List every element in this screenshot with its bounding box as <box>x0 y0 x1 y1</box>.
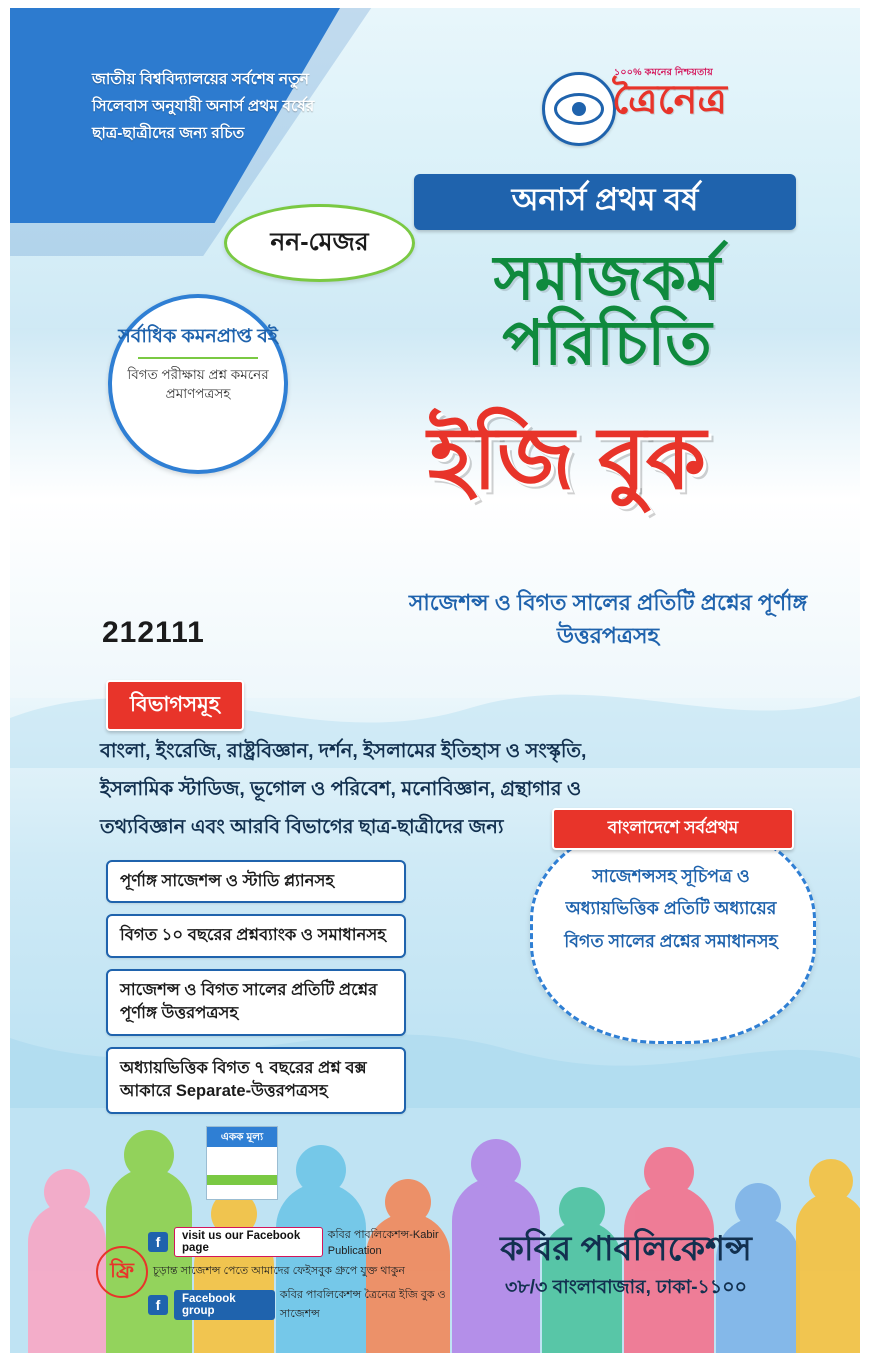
most-common-badge <box>108 294 288 474</box>
brand-name: ত্রৈনেত্র <box>612 78 727 122</box>
price-box <box>206 1126 278 1200</box>
facebook-icon: f <box>148 1232 168 1252</box>
list-item: অধ্যায়ভিত্তিক বিগত ৭ বছরের প্রশ্ন বক্স আকারে Separate-উত্তরপত্রসহ <box>106 1047 406 1114</box>
cover-artwork <box>10 8 860 1353</box>
price-value <box>207 1147 277 1185</box>
list-item: সাজেশন্স ও বিগত সালের প্রতিটি প্রশ্নের পূর্ণাঙ্গ উত্তরপত্রসহ <box>106 969 406 1036</box>
book-title: সমাজকর্ম পরিচিতি <box>493 244 721 379</box>
syllabus-note: জাতীয় বিশ্ববিদ্যালয়ের সর্বশেষ নতুন সিলেবাস অনুযায়ী অনার্স প্রথম বর্ষের ছাত্র-ছাত্রীদের জন্য রচিত <box>92 71 315 143</box>
publisher-name: কবির পাবলিকেশন্স <box>500 1230 752 1268</box>
facebook-page-label: visit us our Facebook page <box>174 1227 323 1257</box>
facebook-page-note: চূড়ান্ত সাজেশন্স পেতে আমাদের ফেইসবুক গ্রুপে যুক্ত থাকুন <box>153 1265 405 1277</box>
badge-bottom-text: বিগত পরীক্ষায় প্রশ্ন কমনের প্রমাণপত্রসহ <box>127 366 269 402</box>
facebook-page-row[interactable] <box>148 1226 478 1257</box>
badge-divider <box>138 357 258 359</box>
first-in-bangladesh-text: সাজেশন্সসহ সূচিপত্র ও অধ্যায়ভিত্তিক প্রতিটি অধ্যায়ের বিগত সালের প্রশ্নের সমাধানসহ <box>564 866 778 951</box>
facebook-icon: f <box>148 1295 168 1315</box>
departments-tag: বিভাগসমূহ <box>106 680 244 731</box>
publisher-block <box>476 1230 776 1305</box>
year-banner: অনার্স প্রথম বর্ষ <box>414 174 796 230</box>
subject-code: 212111 <box>102 616 205 649</box>
free-stamp: ফ্রি <box>96 1246 148 1298</box>
facebook-page-note-row <box>148 1262 478 1281</box>
facebook-page-name: কবির পাবলিকেশন্স-Kabir Publication <box>327 1229 439 1257</box>
social-links <box>148 1226 478 1329</box>
price-label: একক মূল্য <box>207 1127 277 1147</box>
departments-list: বাংলা, ইংরেজি, রাষ্ট্রবিজ্ঞান, দর্শন, ইসলামের ইতিহাস ও সংস্কৃতি, ইসলামিক স্টাডিজ, ভূগোল ও পরিবেশ, মনোবিজ্ঞান, গ্রন্থাগার ও তথ্যবিজ্ঞান এবং আরবি বিভাগের ছাত্র-ছাত্রীদের জন্য <box>100 740 587 839</box>
brand-tagline: ১০০% কমনের নিশ্চয়তায় <box>614 67 713 78</box>
non-major-label: নন-মেজর <box>224 204 415 282</box>
facebook-group-row[interactable] <box>148 1286 478 1324</box>
list-item: বিগত ১০ বছরের প্রশ্নব্যাংক ও সমাধানসহ <box>106 914 406 957</box>
facebook-group-name: কবির পাবলিকেশন্স ত্রৈনেত্র ইজি বুক ও সাজেশন্স <box>279 1289 446 1320</box>
features-list <box>106 860 406 1125</box>
book-subtitle: সাজেশন্স ও বিগত সালের প্রতিটি প্রশ্নের পূর্ণাঙ্গ উত্তরপত্রসহ <box>408 590 808 648</box>
first-in-bangladesh-tag: বাংলাদেশে সর্বপ্রথম <box>552 808 794 850</box>
list-item: পূর্ণাঙ্গ সাজেশন্স ও স্টাডি প্ল্যানসহ <box>106 860 406 903</box>
book-title-easy-book: ইজি বুক <box>427 411 707 507</box>
facebook-group-label: Facebook group <box>174 1290 275 1320</box>
badge-top-text: সর্বাধিক কমনপ্রাপ্ত বই <box>118 326 278 347</box>
brand-logo <box>542 64 772 150</box>
eye-logo-icon <box>542 72 616 146</box>
publisher-address: ৩৮/৩ বাংলাবাজার, ঢাকা-১১০০ <box>505 1277 747 1299</box>
